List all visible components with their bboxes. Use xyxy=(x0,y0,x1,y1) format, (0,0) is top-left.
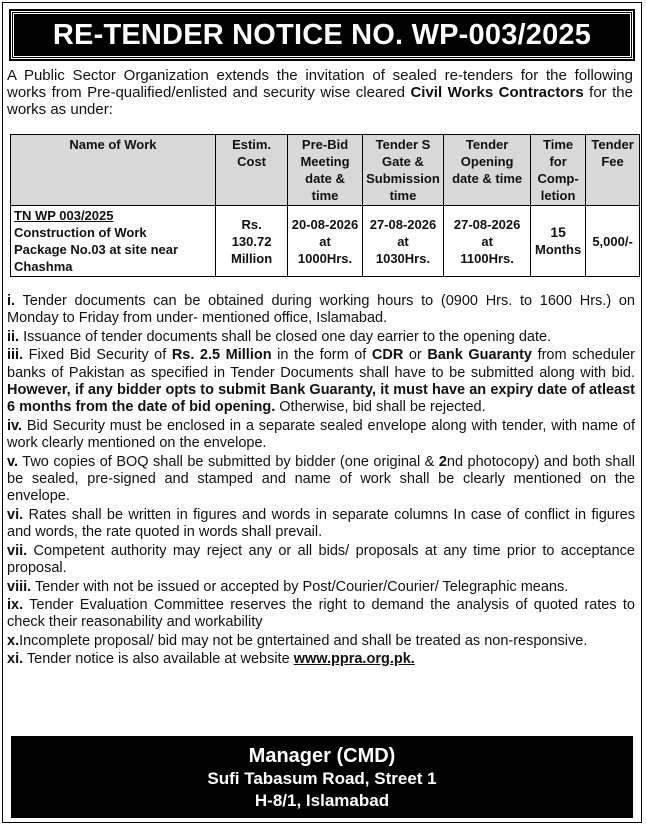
terms-list xyxy=(7,293,635,669)
clause-vii: vii. Competent authority may reject any or all bids/ proposals at any time prior to acceptance proposal. xyxy=(7,542,635,577)
clause-vi: vi. Rates shall be written in figures and words in separate columns In case of conflict in figures and words, the rate quoted in words shall prevail. xyxy=(7,506,635,541)
header-opening: Tender Opening date & time xyxy=(444,135,531,206)
cell-pre-bid: 20-08-2026 at 1000Hrs. xyxy=(288,206,362,277)
cell-estimated-cost: Rs. 130.72 Million xyxy=(215,206,287,277)
intro-text-end: for the works as under: xyxy=(7,84,633,118)
clause-ix: ix. Tender Evaluation Committee reserves the right to demand the analysis of quoted rates to check their reasonability and workability xyxy=(7,596,635,631)
cell-submission: 27-08-2026 at 1030Hrs. xyxy=(362,206,443,277)
intro-bold: Civil Works Contractors xyxy=(410,84,584,101)
header-fee: Tender Fee xyxy=(586,135,640,206)
works-table xyxy=(10,134,640,277)
header-name-of-work: Name of Work xyxy=(11,135,216,206)
contact-footer xyxy=(11,736,633,818)
header-estimated-cost: Estim. Cost xyxy=(215,135,287,206)
notice-title: RE-TENDER NOTICE NO. WP-003/2025 xyxy=(11,11,633,59)
cell-fee: 5,000/- xyxy=(586,206,640,277)
clause-iii: iii. Fixed Bid Security of Rs. 2.5 Million in the form of CDR or Bank Guaranty from scheduler banks of Pakistan as specified in Tender Documents shall have to be submitted along with bid. However, if any bidder opts to submit Bank Guaranty, it must have an expiry date of atleast 6 months from the date of bid opening. Otherwise, bid shall be rejected. xyxy=(7,347,636,416)
ppra-website-link[interactable]: www.ppra.org.pk. xyxy=(293,651,415,668)
header-submission: Tender S Gate & Submission time xyxy=(362,135,443,206)
clause-iv: iv. Bid Security must be enclosed in a separate sealed envelope along with tender, with name of work clearly mentioned on the envelope. xyxy=(7,417,635,452)
table-row xyxy=(11,206,640,277)
header-pre-bid: Pre-Bid Meeting date & time xyxy=(288,135,362,206)
tender-notice-page xyxy=(2,2,642,823)
manager-title: Manager (CMD) xyxy=(248,745,396,767)
clause-v: v. Two copies of BOQ shall be submitted by bidder (one original & 2nd photocopy) and both shall be sealed, pre-signed and stamped and name of work shall be clearly mentioned on the envelope. xyxy=(7,453,635,505)
address-line-2: H-8/1, Islamabad xyxy=(254,791,390,810)
intro-paragraph xyxy=(7,67,633,118)
cell-completion: 15 Months xyxy=(531,206,586,277)
address-line-1: Sufi Tabasum Road, Street 1 xyxy=(207,769,437,788)
intro-text: A Public Sector Organization extends the invitation of sealed re-tenders for the following works from Pre-qualified/enlisted and security wise cleared xyxy=(7,67,633,101)
tender-number: TN WP 003/2025 xyxy=(14,208,114,223)
header-completion: Time for Comp- letion xyxy=(531,135,586,206)
clause-xi: xi. Tender notice is also available at website www.ppra.org.pk. xyxy=(7,651,415,668)
clause-ii: ii. Issuance of tender documents shall be closed one day earrier to the opening date. xyxy=(7,328,552,345)
clause-viii: viii. Tender with not be issued or accepted by Post/Courier/Courier/ Telegraphic means. xyxy=(7,578,569,595)
table-header-row xyxy=(11,135,640,206)
clause-x: x.Incomplete proposal/ bid may not be gntertained and shall be treated as non-responsive. xyxy=(7,632,588,649)
cell-opening: 27-08-2026 at 1100Hrs. xyxy=(444,206,531,277)
clause-i: i. Tender documents can be obtained during working hours to (0900 Hrs. to 1600 Hrs.) on Monday to Friday from under- mentioned office, Islamabad. xyxy=(7,293,635,327)
cell-name-of-work: TN WP 003/2025 Construction of Work Package No.03 at site near Chashma xyxy=(11,206,216,277)
